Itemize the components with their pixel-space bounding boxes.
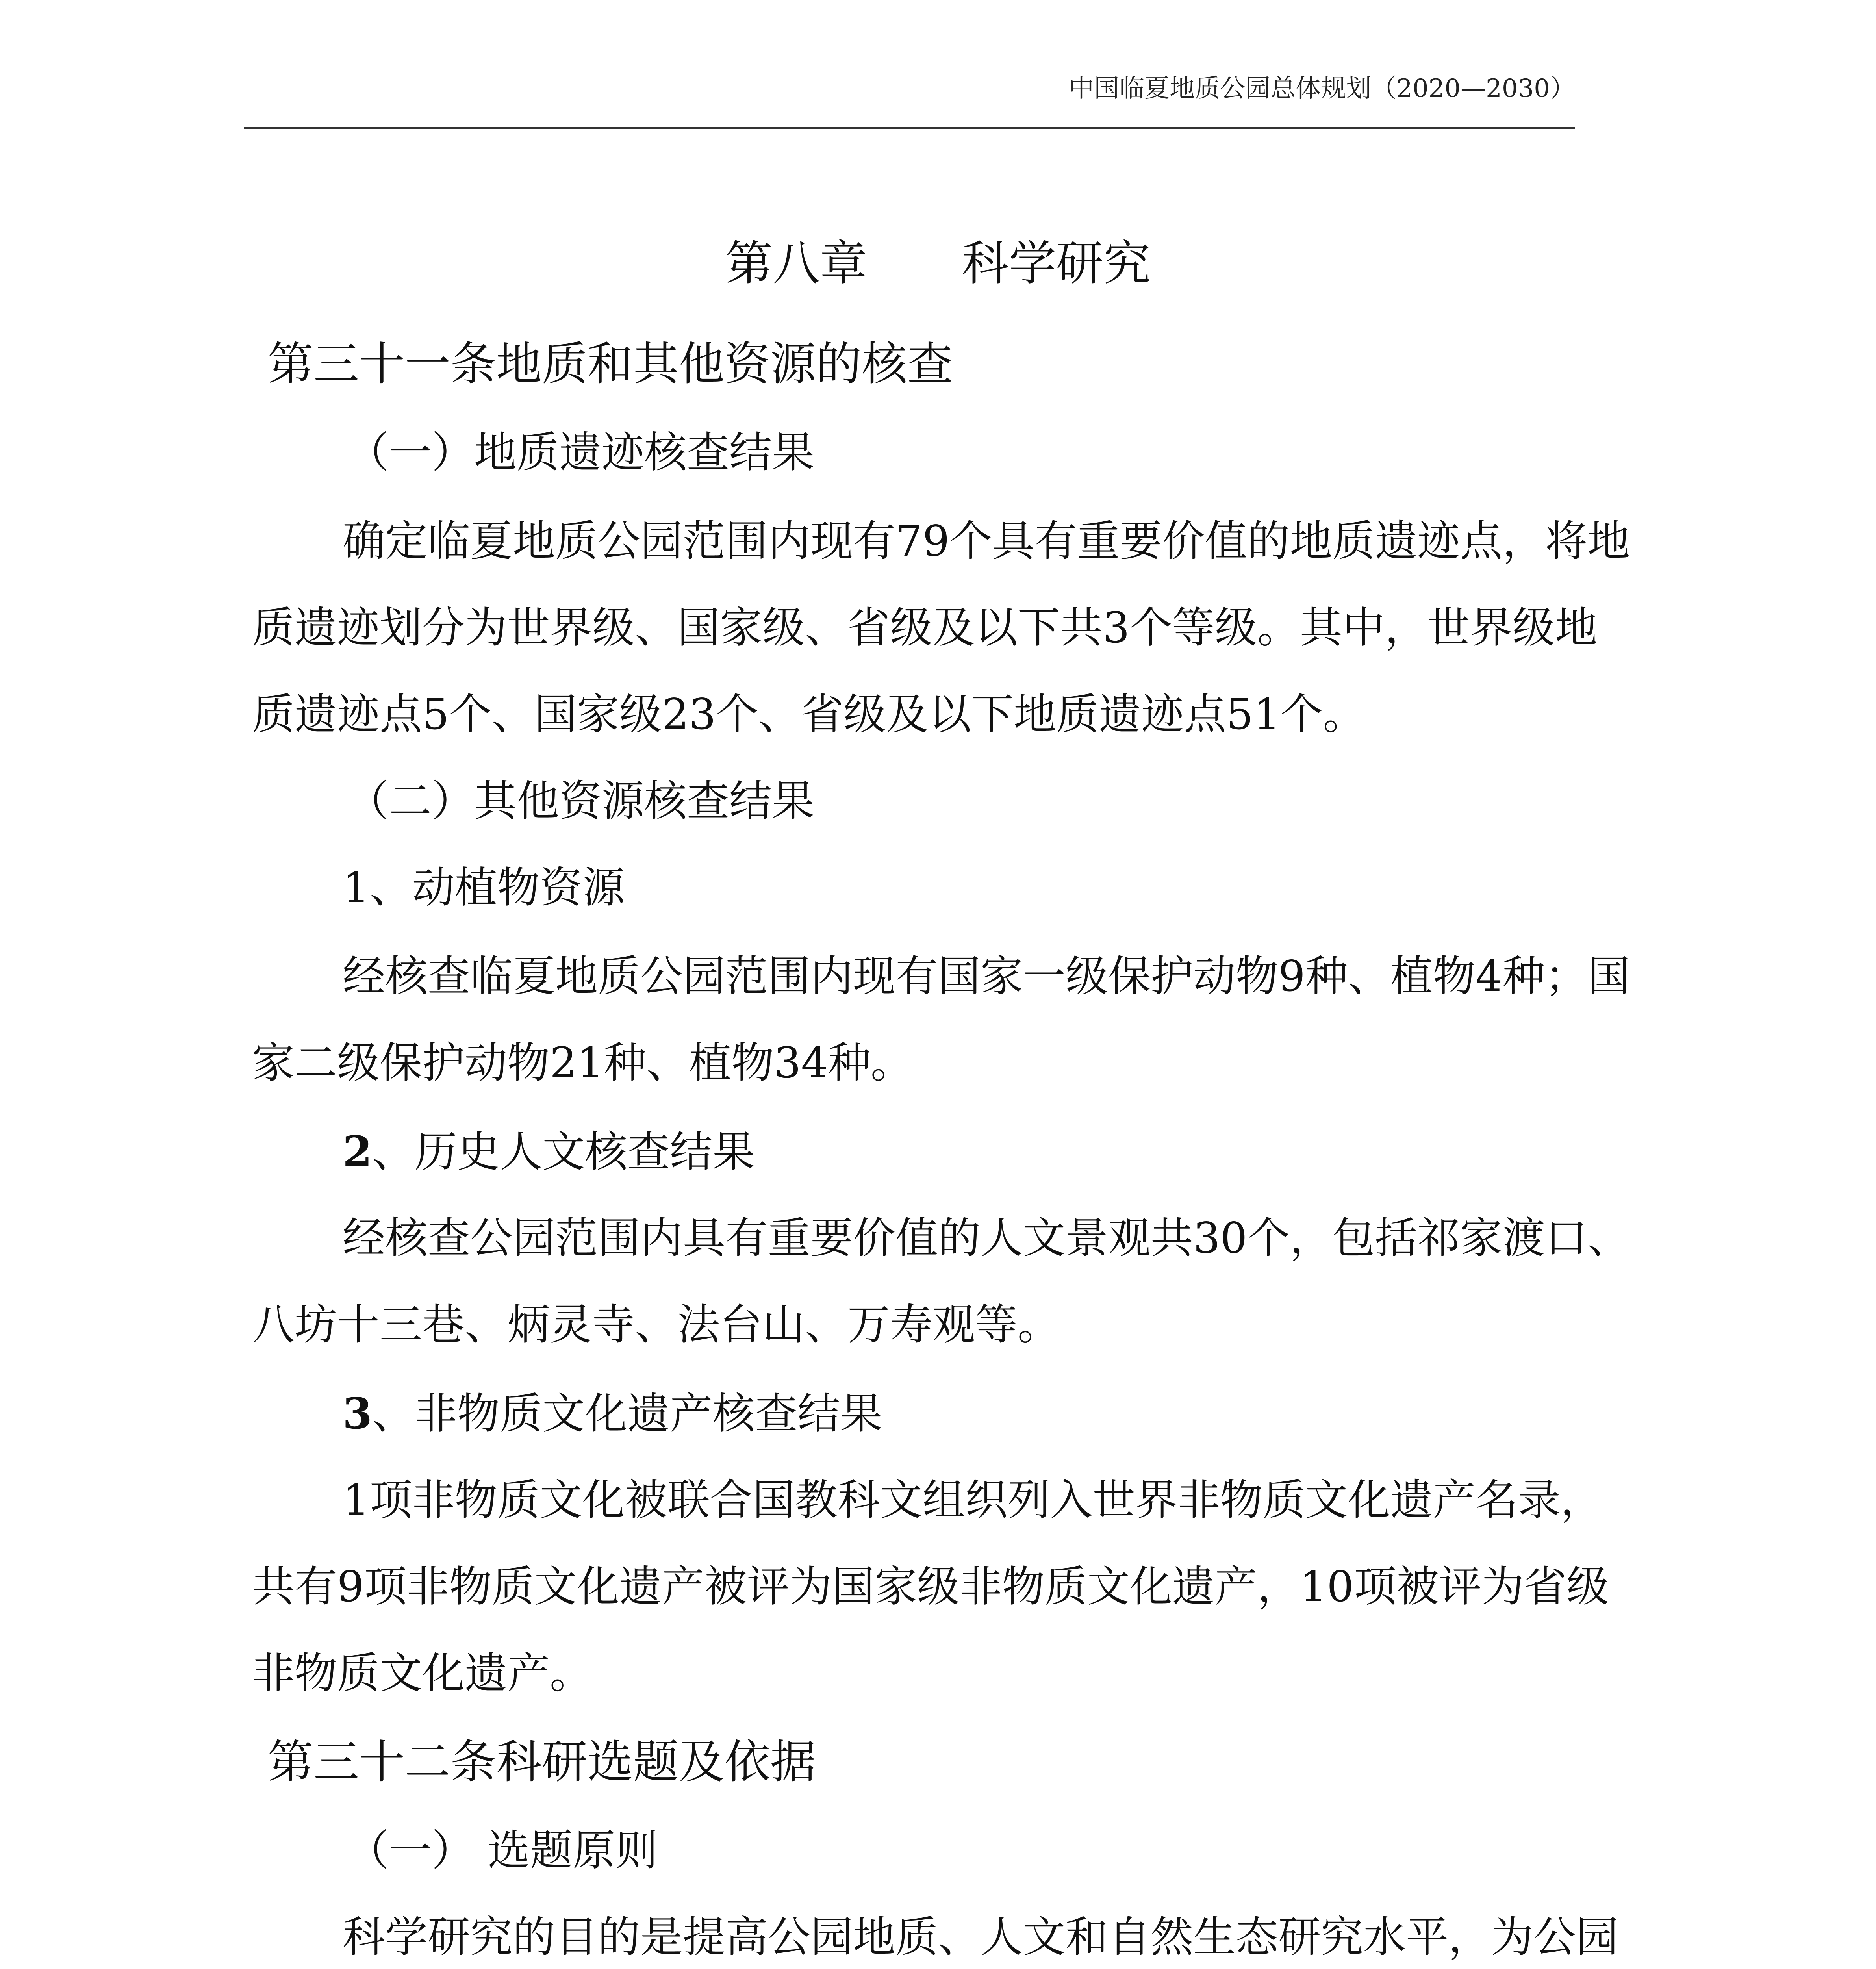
item-heading: 1、动植物资源 (343, 863, 625, 912)
paragraph-line: 共有9项非物质文化遗产被评为国家级非物质文化遗产，10项被评为省级 (252, 1562, 1609, 1611)
paragraph-line: 家二级保护动物21种、植物34种。 (252, 1038, 913, 1088)
item-number: 2 (343, 1127, 373, 1177)
paragraph-line: 八坊十三巷、炳灵寺、法台山、万寿观等。 (252, 1300, 1060, 1350)
paragraph-line: 经核查临夏地质公园范围内现有国家一级保护动物9种、植物4种；国 (343, 952, 1630, 1001)
header-rule (244, 127, 1575, 129)
section-heading: （一） 选题原则 (347, 1826, 658, 1875)
item-heading (343, 1122, 1744, 1182)
paragraph-line: 经核查公园范围内具有重要价值的人文景观共30个，包括祁家渡口、 (343, 1214, 1630, 1263)
section-heading: （二）其他资源核查结果 (347, 777, 815, 826)
item-heading-text: 、非物质文化遗产核查结果 (372, 1389, 883, 1439)
item-number: 3 (343, 1389, 373, 1439)
article-32-title: 第三十二条科研选题及依据 (268, 1735, 816, 1789)
paragraph-line: 科学研究的目的是提高公园地质、人文和自然生态研究水平，为公园 (343, 1913, 1619, 1962)
running-header: 中国临夏地质公园总体规划（2020—2030） (1069, 74, 1575, 103)
section-heading: （一）地质遗迹核查结果 (347, 428, 815, 477)
paragraph-line: 1项非物质文化被联合国教科文组织列入世界非物质文化遗产名录， (343, 1476, 1603, 1525)
paragraph-line: 确定临夏地质公园范围内现有79个具有重要价值的地质遗迹点，将地 (343, 517, 1630, 566)
chapter-title: 第八章 科学研究 (725, 236, 1151, 291)
paragraph-line: 非物质文化遗产。 (252, 1649, 593, 1698)
article-31-title: 第三十一条地质和其他资源的核查 (268, 337, 953, 391)
item-heading (343, 1384, 1744, 1444)
item-heading-text: 、历史人文核查结果 (372, 1127, 755, 1177)
paragraph-line: 质遗迹划分为世界级、国家级、省级及以下共3个等级。其中，世界级地 (252, 603, 1598, 653)
paragraph-line: 质遗迹点5个、国家级23个、省级及以下地质遗迹点51个。 (252, 690, 1366, 739)
